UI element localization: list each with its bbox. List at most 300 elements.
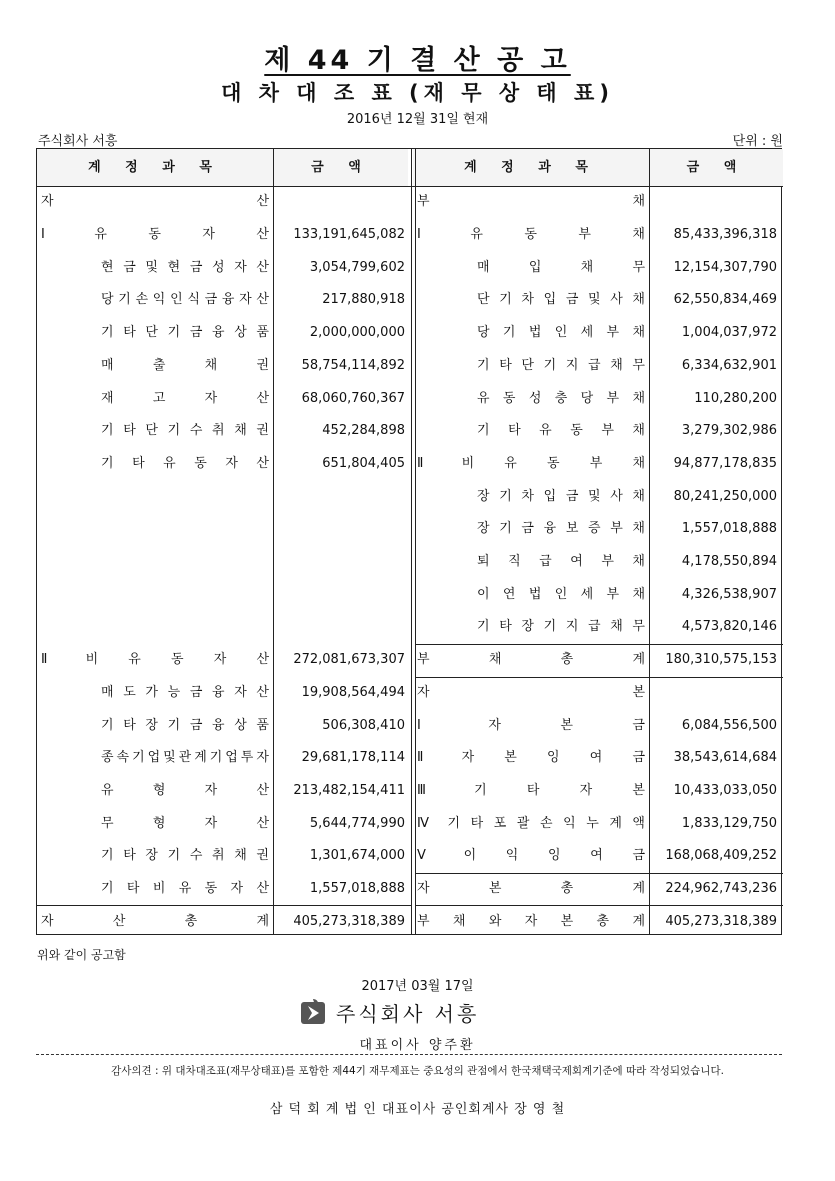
header-divider	[37, 186, 783, 187]
label-char: 유	[101, 782, 114, 798]
label-char: 자	[256, 750, 269, 766]
total-divider	[415, 677, 783, 678]
label-char: 자	[202, 227, 215, 243]
amount-value: 1,557,018,888	[309, 881, 405, 897]
label-char: 타	[123, 423, 136, 439]
label-char: 타	[499, 357, 512, 373]
label-char: 이	[463, 848, 477, 864]
label-char: 유	[178, 881, 192, 897]
amount-value: 506,308,410	[322, 717, 405, 733]
label-char: 당	[101, 292, 114, 308]
label-char: 장	[145, 848, 158, 864]
label-char: 금	[565, 488, 579, 504]
label-char: 채	[610, 619, 623, 635]
label-char: 융	[212, 717, 225, 733]
label-char: 채	[632, 227, 645, 243]
amount-value: 4,573,820,146	[681, 619, 777, 635]
label-char: 금	[632, 750, 645, 766]
label-char: 채	[580, 259, 594, 275]
label-char: 상	[234, 325, 247, 341]
label-char: 계	[632, 881, 645, 897]
label-char: 융	[212, 684, 225, 700]
amount-value: 4,326,538,907	[681, 586, 777, 602]
label-char: 비	[152, 881, 166, 897]
label-char: 동	[204, 881, 218, 897]
label-char: 본	[504, 750, 517, 766]
label-char: 채	[234, 848, 247, 864]
account-label	[41, 651, 269, 669]
account-label	[101, 259, 269, 277]
account-label	[101, 749, 269, 767]
amount-value: 272,081,673,307	[293, 652, 405, 668]
account-label	[477, 357, 645, 375]
label-char: 금	[204, 292, 218, 308]
label-char: 액	[632, 815, 645, 831]
statement-title: 대 차 대 조 표 (재 무 상 태 표)	[221, 81, 614, 105]
label-char: 유	[504, 455, 517, 471]
label-char: 자	[417, 881, 430, 897]
label-char: 채	[632, 390, 645, 406]
account-label	[477, 390, 645, 408]
label-char: 금	[189, 259, 203, 275]
label-char: 자	[461, 750, 475, 766]
label-char: 유	[470, 227, 483, 243]
amount-value: 3,279,302,986	[681, 423, 777, 439]
label-char: 기	[167, 848, 181, 864]
label-char: 기	[132, 750, 145, 766]
account-label	[101, 815, 269, 833]
label-char: 급	[539, 554, 552, 570]
amount-value: 1,557,018,888	[681, 521, 777, 537]
label-char: 형	[152, 782, 166, 798]
roman-numeral: Ⅱ	[417, 750, 424, 766]
label-char: 산	[256, 194, 269, 210]
amount-value: 180,310,575,153	[665, 652, 777, 668]
label-char: 장	[145, 717, 158, 733]
amount-value: 405,273,318,389	[293, 913, 405, 929]
label-char: 단	[145, 325, 158, 341]
label-char: 기	[499, 292, 512, 308]
label-char: 재	[101, 390, 114, 406]
label-char: 권	[256, 423, 269, 439]
label-char: 단	[145, 423, 158, 439]
amount-value: 6,084,556,500	[681, 717, 777, 733]
account-label	[41, 193, 269, 211]
amount-value: 58,754,114,892	[301, 357, 405, 373]
label-char: 타	[123, 848, 136, 864]
label-char: 매	[101, 684, 114, 700]
label-char: 장	[477, 521, 490, 537]
col-divider	[273, 149, 274, 934]
label-char: 총	[184, 913, 198, 929]
account-label	[417, 782, 645, 800]
amount-value: 133,191,645,082	[293, 227, 405, 243]
account-label	[417, 684, 645, 702]
total-divider	[37, 905, 411, 906]
amount-value: 1,833,129,750	[681, 815, 777, 831]
label-char: 자	[225, 455, 238, 471]
label-char: 투	[240, 750, 254, 766]
label-char: 기	[477, 423, 490, 439]
label-char: 급	[588, 357, 601, 373]
label-char: 직	[508, 554, 521, 570]
account-label	[101, 291, 269, 309]
label-char: 기	[474, 782, 487, 798]
account-label	[477, 488, 645, 506]
label-char: 산	[256, 815, 269, 831]
amount-value: 2,000,000,000	[309, 325, 405, 341]
label-char: 기	[499, 488, 512, 504]
label-char: 부	[606, 325, 620, 341]
amount-value: 38,543,614,684	[673, 750, 777, 766]
label-char: 채	[632, 554, 645, 570]
company-name-footer: 주식회사 서흥	[336, 1002, 480, 1026]
label-char: 금	[189, 684, 203, 700]
account-label	[417, 193, 645, 211]
account-label	[101, 324, 269, 342]
account-label	[417, 913, 645, 931]
label-char: 및	[588, 488, 601, 504]
label-char: 본	[632, 782, 645, 798]
amount-value: 10,433,033,050	[673, 782, 777, 798]
label-char: 세	[580, 586, 594, 602]
label-char: 부	[601, 554, 614, 570]
amount-value: 29,681,178,114	[301, 750, 405, 766]
label-char: 기	[167, 325, 181, 341]
roman-numeral: Ⅲ	[417, 782, 426, 798]
amount-value: 217,880,918	[322, 292, 405, 308]
label-char: 기	[447, 815, 461, 831]
label-char: 채	[632, 325, 645, 341]
as-of-date: 2016년 12월 31일 현재	[346, 112, 489, 127]
notice-date: 2017년 03월 17일	[361, 979, 474, 994]
label-char: 동	[148, 227, 161, 243]
company-name: 주식회사 서흥	[38, 134, 118, 149]
label-char: 동	[171, 652, 184, 668]
label-char: 계	[632, 652, 645, 668]
label-char: 금	[521, 521, 534, 537]
label-char: 동	[194, 455, 207, 471]
account-label	[417, 749, 645, 767]
amount-value: 213,482,154,411	[293, 782, 405, 798]
label-char: 형	[152, 815, 166, 831]
label-char: 부	[589, 455, 603, 471]
auditor: 삼 덕 회 계 법 인 대표이사 공인회계사 장 영 철	[269, 1102, 566, 1117]
label-char: 비	[461, 455, 475, 471]
account-label	[477, 324, 645, 342]
label-char: 장	[477, 488, 490, 504]
amount-value: 94,877,178,835	[673, 455, 777, 471]
amount-value: 168,068,409,252	[665, 848, 777, 864]
label-char: 지	[565, 619, 579, 635]
label-char: 채	[632, 423, 645, 439]
label-char: 채	[488, 652, 502, 668]
col-divider-double	[411, 149, 416, 934]
label-char: 산	[256, 259, 269, 275]
amount-value: 6,334,632,901	[681, 357, 777, 373]
label-char: 포	[493, 815, 507, 831]
label-char: 기	[167, 423, 181, 439]
account-label	[101, 422, 269, 440]
label-char: 장	[521, 619, 534, 635]
label-char: 여	[570, 554, 583, 570]
label-char: 계	[256, 913, 269, 929]
account-label	[477, 291, 645, 309]
label-char: 권	[256, 848, 269, 864]
col-divider	[649, 149, 650, 934]
label-char: 가	[145, 684, 158, 700]
label-char: 유	[94, 227, 107, 243]
label-char: 융	[212, 325, 225, 341]
account-label	[41, 226, 269, 244]
label-char: 식	[187, 292, 200, 308]
label-char: 타	[126, 881, 140, 897]
label-char: 동	[570, 423, 583, 439]
label-char: 산	[256, 390, 269, 406]
label-char: 업	[225, 750, 238, 766]
amount-value: 85,433,396,318	[673, 227, 777, 243]
account-label	[417, 815, 645, 833]
label-char: 채	[632, 521, 645, 537]
label-char: 채	[452, 913, 466, 929]
label-char: 현	[167, 259, 181, 275]
label-char: 기	[477, 357, 490, 373]
label-char: 부	[417, 913, 430, 929]
label-char: 지	[565, 357, 579, 373]
label-char: 기	[101, 848, 114, 864]
amount-value: 12,154,307,790	[673, 259, 777, 275]
label-char: 이	[477, 586, 490, 602]
label-char: 타	[123, 717, 136, 733]
label-char: 업	[147, 750, 161, 766]
account-label	[101, 357, 269, 375]
account-label	[101, 880, 269, 898]
label-char: 자	[213, 652, 227, 668]
col-header-amount-right: 금 액	[650, 149, 783, 186]
label-char: 동	[502, 390, 516, 406]
label-char: 수	[189, 848, 203, 864]
label-char: 성	[212, 259, 225, 275]
label-char: 잉	[548, 848, 561, 864]
label-char: 기	[543, 619, 557, 635]
label-char: 타	[499, 619, 512, 635]
label-char: 및	[588, 292, 601, 308]
amount-value: 80,241,250,000	[673, 488, 777, 504]
label-char: 입	[543, 292, 557, 308]
audit-opinion: 감사의견 : 위 대차대조표(재무상태표)를 포함한 제44기 재무제표는 중요성의 관점에서 한국채택국제회계기준에 따라 작성되었습니다.	[111, 1065, 724, 1077]
amount-value: 4,178,550,894	[681, 554, 777, 570]
label-char: 금	[123, 259, 136, 275]
label-char: 여	[589, 750, 603, 766]
amount-value: 452,284,898	[322, 423, 405, 439]
label-char: 부	[610, 521, 623, 537]
account-label	[417, 880, 645, 898]
account-label	[477, 618, 645, 636]
label-char: 기	[101, 325, 114, 341]
label-char: 퇴	[477, 554, 490, 570]
label-char: 현	[101, 259, 114, 275]
label-char: 자	[204, 815, 218, 831]
label-char: 부	[606, 586, 620, 602]
label-char: 금	[565, 292, 579, 308]
label-char: 채	[610, 357, 623, 373]
amount-value: 1,004,037,972	[681, 325, 777, 341]
label-char: 총	[596, 913, 610, 929]
label-char: 타	[132, 455, 145, 471]
account-label	[101, 782, 269, 800]
label-char: 금	[189, 325, 203, 341]
roman-numeral: Ⅱ	[417, 455, 424, 471]
company-logo-icon	[299, 998, 327, 1026]
label-char: 기	[101, 881, 114, 897]
label-char: 산	[256, 292, 269, 308]
label-char: 인	[554, 325, 568, 341]
label-char: 법	[528, 325, 542, 341]
label-char: 타	[526, 782, 540, 798]
label-char: 도	[123, 684, 136, 700]
label-char: 자	[524, 913, 538, 929]
label-char: 익	[505, 848, 519, 864]
label-char: 취	[212, 848, 225, 864]
col-header-account-left: 계 정 과 목	[37, 149, 273, 186]
label-char: 산	[256, 455, 269, 471]
representative: 대표이사 양주환	[359, 1038, 476, 1053]
account-label	[101, 847, 269, 865]
label-char: 자	[41, 194, 54, 210]
label-char: 산	[256, 684, 269, 700]
label-char: 무	[632, 357, 645, 373]
label-char: 괄	[516, 815, 530, 831]
account-label	[101, 455, 269, 473]
notice-title: 제 44 기 결 산 공 고	[264, 45, 571, 76]
label-char: 유	[539, 423, 552, 439]
label-char: 자	[41, 913, 54, 929]
label-char: 무	[632, 619, 645, 635]
label-char: 관	[178, 750, 192, 766]
label-char: 산	[256, 881, 269, 897]
label-char: 금	[189, 717, 203, 733]
label-char: 산	[112, 913, 126, 929]
label-char: 부	[578, 227, 591, 243]
label-char: 유	[477, 390, 490, 406]
label-char: 융	[543, 521, 557, 537]
label-char: 동	[547, 455, 560, 471]
label-char: 부	[417, 194, 430, 210]
label-char: 자	[204, 782, 218, 798]
account-label	[417, 455, 645, 473]
label-char: 차	[521, 488, 534, 504]
unit-label: 단위 : 원	[732, 134, 783, 149]
account-label	[477, 259, 645, 277]
label-char: 및	[145, 259, 158, 275]
label-char: 기	[167, 717, 181, 733]
label-char: 보	[565, 521, 579, 537]
label-char: 자	[230, 881, 244, 897]
label-char: 융	[221, 292, 235, 308]
label-char: 세	[580, 325, 594, 341]
label-char: 비	[85, 652, 99, 668]
amount-value: 405,273,318,389	[665, 913, 777, 929]
label-char: 부	[417, 652, 430, 668]
label-char: 자	[239, 292, 252, 308]
label-char: 출	[152, 357, 166, 373]
label-char: 타	[508, 423, 521, 439]
label-char: 속	[116, 750, 130, 766]
col-header-amount-left: 금 액	[274, 149, 408, 186]
label-char: 사	[610, 292, 623, 308]
label-char: 매	[477, 259, 490, 275]
label-char: 유	[163, 455, 176, 471]
label-char: 입	[543, 488, 557, 504]
label-char: 타	[123, 325, 136, 341]
label-char: 본	[560, 913, 574, 929]
roman-numeral: Ⅳ	[417, 815, 429, 831]
label-char: 인	[554, 586, 568, 602]
account-label	[477, 553, 645, 571]
label-char: 채	[632, 455, 645, 471]
label-char: 채	[632, 586, 645, 602]
label-char: 사	[610, 488, 623, 504]
label-char: 고	[152, 390, 166, 406]
amount-value: 3,054,799,602	[309, 259, 405, 275]
label-char: 본	[488, 881, 502, 897]
label-char: 권	[256, 357, 269, 373]
label-char: 누	[586, 815, 599, 831]
label-char: 당	[580, 390, 594, 406]
account-label	[417, 717, 645, 735]
label-char: 채	[234, 423, 247, 439]
col-header-account-right: 계 정 과 목	[413, 149, 649, 186]
amount-value: 224,962,743,236	[665, 881, 777, 897]
amount-value: 62,550,834,469	[673, 292, 777, 308]
amount-value: 651,804,405	[322, 455, 405, 471]
label-char: 입	[528, 259, 542, 275]
label-char: 기	[543, 357, 557, 373]
roman-numeral: Ⅰ	[417, 717, 421, 733]
label-char: 부	[601, 423, 614, 439]
label-char: 기	[477, 619, 490, 635]
label-char: 기	[101, 717, 114, 733]
account-label	[101, 717, 269, 735]
label-char: 단	[521, 357, 534, 373]
label-char: 성	[528, 390, 542, 406]
label-char: 여	[590, 848, 603, 864]
label-char: 매	[101, 357, 114, 373]
account-label	[101, 390, 269, 408]
amount-value: 1,301,674,000	[309, 848, 405, 864]
label-char: 상	[234, 717, 247, 733]
label-char: 채	[632, 292, 645, 308]
account-label	[101, 684, 269, 702]
account-label	[417, 651, 645, 669]
label-char: 증	[588, 521, 601, 537]
total-divider	[415, 644, 783, 645]
account-label	[417, 226, 645, 244]
label-char: 자	[579, 782, 593, 798]
total-divider	[415, 873, 783, 874]
label-char: 취	[212, 423, 225, 439]
amount-value: 110,280,200	[694, 390, 777, 406]
divider	[36, 1054, 782, 1055]
label-char: 부	[606, 390, 620, 406]
amount-value: 19,908,564,494	[301, 684, 405, 700]
label-char: 손	[135, 292, 149, 308]
label-char: 급	[588, 619, 601, 635]
label-char: 산	[256, 782, 269, 798]
roman-numeral: Ⅰ	[41, 227, 45, 243]
label-char: 품	[256, 325, 269, 341]
label-char: 단	[477, 292, 490, 308]
